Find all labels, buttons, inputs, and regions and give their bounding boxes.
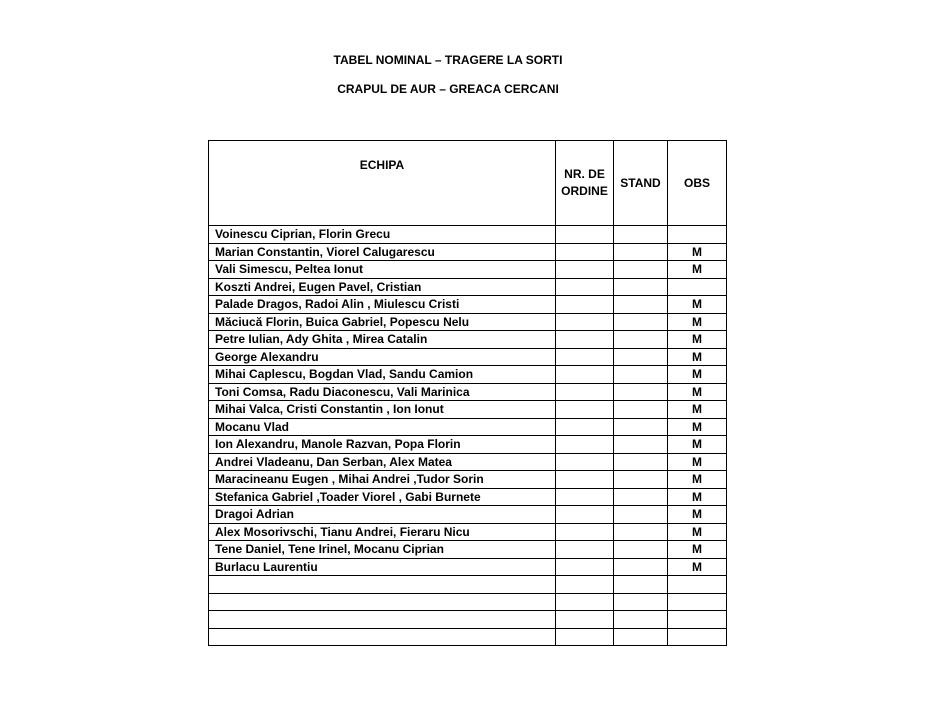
cell-team: George Alexandru bbox=[209, 348, 556, 366]
cell-team bbox=[209, 611, 556, 629]
table-row bbox=[209, 261, 727, 279]
cell-team: Marian Constantin, Viorel Calugarescu bbox=[209, 243, 556, 261]
cell-order bbox=[556, 296, 614, 314]
cell-order bbox=[556, 401, 614, 419]
cell-obs: M bbox=[668, 243, 727, 261]
cell-obs bbox=[668, 593, 727, 611]
cell-order bbox=[556, 453, 614, 471]
table-row bbox=[209, 541, 727, 559]
cell-obs: M bbox=[668, 558, 727, 576]
cell-order bbox=[556, 243, 614, 261]
cell-obs bbox=[668, 278, 727, 296]
cell-team: Tene Daniel, Tene Irinel, Mocanu Ciprian bbox=[209, 541, 556, 559]
cell-stand bbox=[614, 366, 668, 384]
cell-stand bbox=[614, 576, 668, 594]
header-order-line1: NR. DE bbox=[564, 167, 605, 181]
cell-order bbox=[556, 576, 614, 594]
cell-obs: M bbox=[668, 471, 727, 489]
cell-team: Andrei Vladeanu, Dan Serban, Alex Matea bbox=[209, 453, 556, 471]
cell-obs: M bbox=[668, 313, 727, 331]
cell-order bbox=[556, 523, 614, 541]
cell-stand bbox=[614, 541, 668, 559]
cell-stand bbox=[614, 383, 668, 401]
header-order-line2: ORDINE bbox=[561, 184, 608, 198]
cell-obs: M bbox=[668, 401, 727, 419]
cell-order bbox=[556, 628, 614, 646]
cell-order bbox=[556, 471, 614, 489]
cell-stand bbox=[614, 471, 668, 489]
cell-stand bbox=[614, 611, 668, 629]
header-obs: OBS bbox=[668, 141, 727, 226]
cell-obs: M bbox=[668, 436, 727, 454]
cell-team: Palade Dragos, Radoi Alin , Miulescu Cristi bbox=[209, 296, 556, 314]
cell-team: Mocanu Vlad bbox=[209, 418, 556, 436]
cell-stand bbox=[614, 418, 668, 436]
table-row bbox=[209, 506, 727, 524]
cell-obs bbox=[668, 576, 727, 594]
cell-stand bbox=[614, 488, 668, 506]
table-row bbox=[209, 226, 727, 244]
cell-team: Voinescu Ciprian, Florin Grecu bbox=[209, 226, 556, 244]
header-team: ECHIPA bbox=[209, 141, 556, 226]
table-row bbox=[209, 418, 727, 436]
header-stand: STAND bbox=[614, 141, 668, 226]
cell-team: Koszti Andrei, Eugen Pavel, Cristian bbox=[209, 278, 556, 296]
cell-order bbox=[556, 366, 614, 384]
cell-stand bbox=[614, 313, 668, 331]
cell-order bbox=[556, 226, 614, 244]
cell-stand bbox=[614, 523, 668, 541]
teams-table bbox=[208, 140, 727, 646]
cell-stand bbox=[614, 401, 668, 419]
table-row bbox=[209, 331, 727, 349]
table-row bbox=[209, 558, 727, 576]
cell-order bbox=[556, 383, 614, 401]
cell-obs: M bbox=[668, 331, 727, 349]
cell-stand bbox=[614, 436, 668, 454]
cell-stand bbox=[614, 348, 668, 366]
document-subtitle: CRAPUL DE AUR – GREACA CERCANI bbox=[337, 82, 559, 96]
header-order bbox=[556, 141, 614, 226]
cell-order bbox=[556, 436, 614, 454]
cell-team: Burlacu Laurentiu bbox=[209, 558, 556, 576]
cell-order bbox=[556, 418, 614, 436]
document-title: TABEL NOMINAL – TRAGERE LA SORTI bbox=[333, 53, 563, 67]
cell-team bbox=[209, 593, 556, 611]
table-row bbox=[209, 453, 727, 471]
cell-obs: M bbox=[668, 296, 727, 314]
table-row bbox=[209, 278, 727, 296]
cell-obs: M bbox=[668, 453, 727, 471]
table-row bbox=[209, 628, 727, 646]
cell-order bbox=[556, 348, 614, 366]
cell-team: Alex Mosorivschi, Tianu Andrei, Fieraru Nicu bbox=[209, 523, 556, 541]
cell-obs: M bbox=[668, 488, 727, 506]
table-row bbox=[209, 348, 727, 366]
cell-obs: M bbox=[668, 261, 727, 279]
table-row bbox=[209, 366, 727, 384]
cell-team: Stefanica Gabriel ,Toader Viorel , Gabi Burnete bbox=[209, 488, 556, 506]
cell-team: Maracineanu Eugen , Mihai Andrei ,Tudor Sorin bbox=[209, 471, 556, 489]
cell-team: Petre Iulian, Ady Ghita , Mirea Catalin bbox=[209, 331, 556, 349]
cell-order bbox=[556, 313, 614, 331]
cell-team: Mihai Caplescu, Bogdan Vlad, Sandu Camion bbox=[209, 366, 556, 384]
cell-obs: M bbox=[668, 541, 727, 559]
cell-team: Mihai Valca, Cristi Constantin , Ion Ionut bbox=[209, 401, 556, 419]
cell-obs bbox=[668, 226, 727, 244]
table-row bbox=[209, 401, 727, 419]
cell-team: Măciucă Florin, Buica Gabriel, Popescu Nelu bbox=[209, 313, 556, 331]
cell-order bbox=[556, 488, 614, 506]
table-row bbox=[209, 243, 727, 261]
cell-team: Dragoi Adrian bbox=[209, 506, 556, 524]
cell-obs: M bbox=[668, 366, 727, 384]
cell-obs bbox=[668, 628, 727, 646]
cell-obs bbox=[668, 611, 727, 629]
cell-order bbox=[556, 506, 614, 524]
cell-order bbox=[556, 261, 614, 279]
cell-stand bbox=[614, 593, 668, 611]
cell-order bbox=[556, 611, 614, 629]
cell-stand bbox=[614, 278, 668, 296]
table-row bbox=[209, 576, 727, 594]
cell-stand bbox=[614, 558, 668, 576]
cell-stand bbox=[614, 226, 668, 244]
cell-order bbox=[556, 541, 614, 559]
cell-stand bbox=[614, 628, 668, 646]
table-row bbox=[209, 471, 727, 489]
cell-team: Ion Alexandru, Manole Razvan, Popa Florin bbox=[209, 436, 556, 454]
table-row bbox=[209, 523, 727, 541]
cell-obs: M bbox=[668, 506, 727, 524]
cell-obs: M bbox=[668, 523, 727, 541]
cell-team bbox=[209, 628, 556, 646]
cell-stand bbox=[614, 453, 668, 471]
cell-obs: M bbox=[668, 418, 727, 436]
cell-team bbox=[209, 576, 556, 594]
cell-order bbox=[556, 278, 614, 296]
cell-obs: M bbox=[668, 383, 727, 401]
table-row bbox=[209, 488, 727, 506]
cell-stand bbox=[614, 296, 668, 314]
table-row bbox=[209, 313, 727, 331]
table-row bbox=[209, 383, 727, 401]
table-row bbox=[209, 611, 727, 629]
cell-stand bbox=[614, 506, 668, 524]
cell-team: Toni Comsa, Radu Diaconescu, Vali Marinica bbox=[209, 383, 556, 401]
cell-order bbox=[556, 331, 614, 349]
cell-stand bbox=[614, 261, 668, 279]
table-row bbox=[209, 436, 727, 454]
cell-order bbox=[556, 558, 614, 576]
table-row bbox=[209, 296, 727, 314]
cell-obs: M bbox=[668, 348, 727, 366]
cell-stand bbox=[614, 331, 668, 349]
table-header-row bbox=[209, 141, 727, 226]
cell-order bbox=[556, 593, 614, 611]
table-row bbox=[209, 593, 727, 611]
cell-team: Vali Simescu, Peltea Ionut bbox=[209, 261, 556, 279]
cell-stand bbox=[614, 243, 668, 261]
